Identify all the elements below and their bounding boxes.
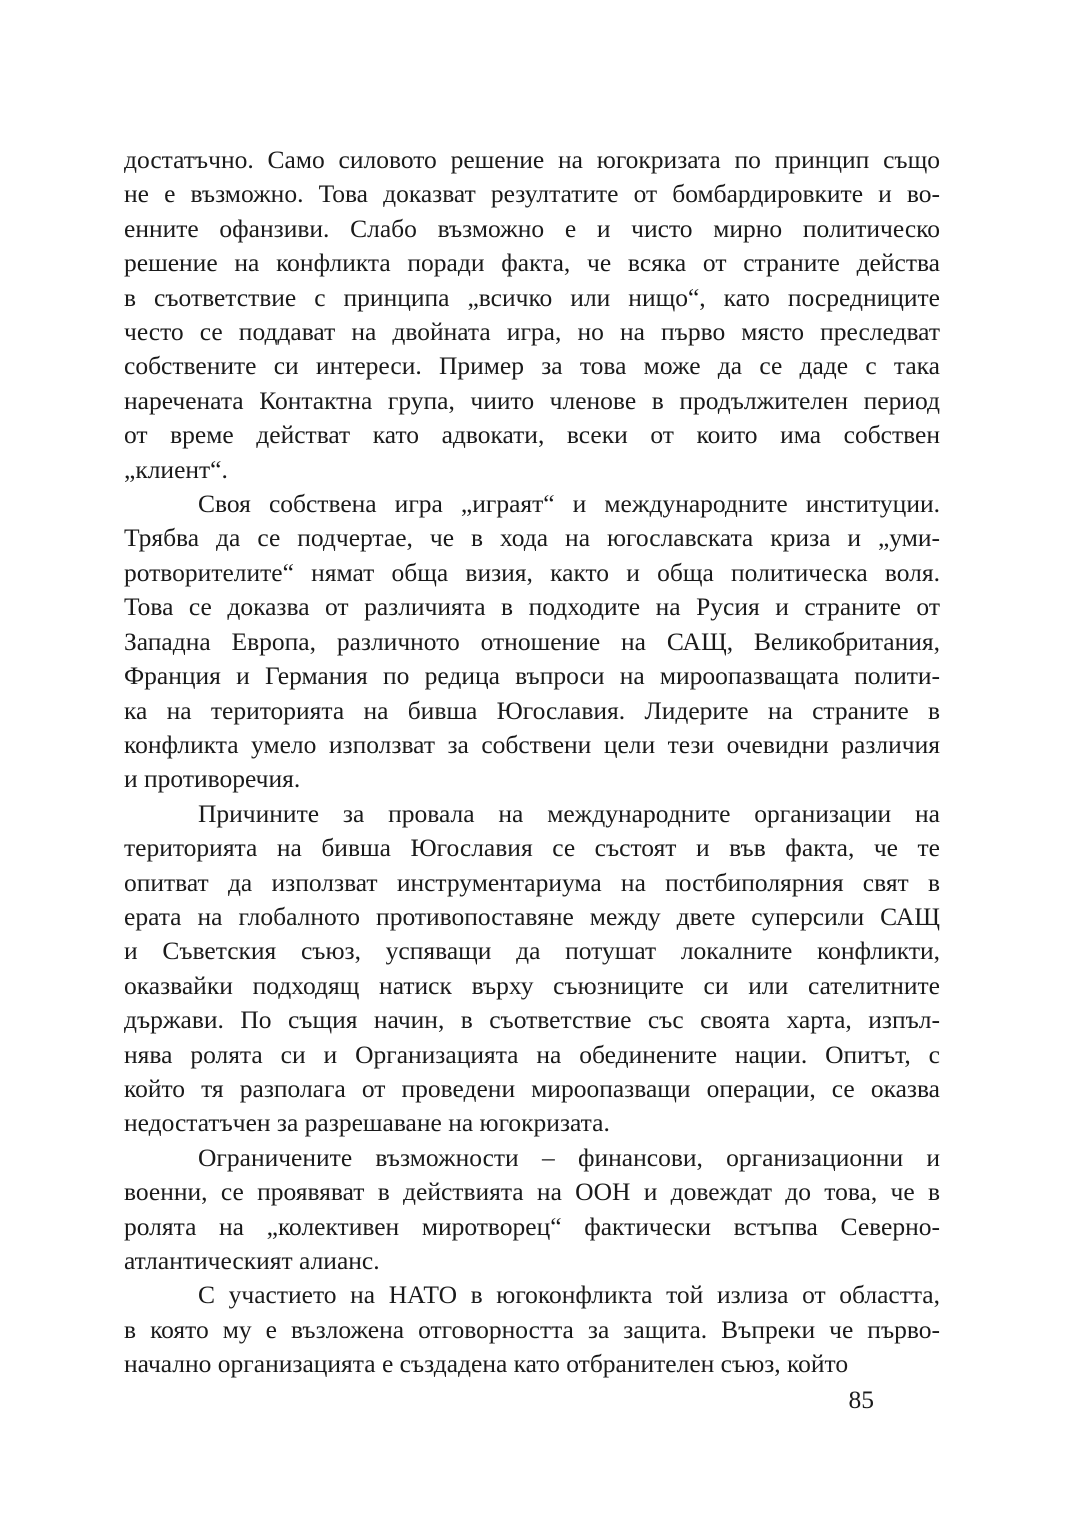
paragraph <box>124 1141 940 1279</box>
paragraph <box>124 797 940 1141</box>
text-line: Ограничените възможности – финансови, организационни и <box>198 1142 940 1172</box>
text-line: нява ролята си и Организацията на обединените нации. Опитът, с <box>124 1039 940 1069</box>
text-line: С участието на НАТО в югоконфликта той излиза от областта, <box>198 1280 940 1310</box>
text-line: оказвайки подходящ натиск върху съюзниците си или сателитните <box>124 970 940 1000</box>
text-line: собствените си интереси. Пример за това може да се даде с така <box>124 351 940 381</box>
text-line: Западна Европа, различното отношение на САЩ, Великобритания, <box>124 626 940 656</box>
text-line: често се поддават на двойната игра, но на първо място преследват <box>124 317 940 347</box>
text-line: достатъчно. Само силовото решение на югокризата по принцип също <box>124 145 940 174</box>
text-line: от време действат като адвокати, всеки от които има собствен <box>124 420 940 450</box>
text-line: атлантическият алианс. <box>124 1246 380 1275</box>
body-text <box>124 143 940 1382</box>
text-line: опитват да използват инструментариума на постбиполярния свят в <box>124 867 940 897</box>
text-line: конфликта умело използват за собствени цели тези очевидни различия <box>124 729 940 759</box>
text-line: военни, се проявяват в действията на ООН и довеждат до това, че в <box>124 1177 940 1207</box>
text-line: Своя собствена игра „играят“ и международните институции. <box>198 489 940 519</box>
text-line: който тя разполага от проведени мироопазващи операции, се оказва <box>124 1073 940 1103</box>
text-line: и противоречия. <box>124 764 301 794</box>
text-line: в която му е възложена отговорността за защита. Въпреки че първо- <box>124 1314 940 1344</box>
text-line: ерата на глобалното противопоставяне между двете суперсили САЩ <box>124 901 940 931</box>
text-line: начално организацията е създадена като отбранителен съюз, който <box>124 1349 849 1379</box>
text-line: решение на конфликта поради факта, че всяка от страните действа <box>124 248 940 278</box>
text-line: ка на територията на бивша Югославия. Лидерите на страните в <box>124 695 940 725</box>
text-line: енните офанзиви. Слабо възможно е и чисто мирно политическо <box>124 213 940 243</box>
text-line: и Съветския съюз, успяващи да потушат локалните конфликти, <box>124 936 940 966</box>
paragraph <box>124 143 940 487</box>
text-line: „клиент“. <box>124 454 228 484</box>
text-line: ролята на „колективен миротворец“ фактически встъпва Северно- <box>124 1211 940 1241</box>
text-line: Трябва да се подчертае, че в хода на югославската криза и „уми- <box>124 523 940 553</box>
text-line: ротворителите“ нямат обща визия, както и обща политическа воля. <box>124 557 940 587</box>
text-line: държави. По същия начин, в съответствие със своята харта, изпъл- <box>124 1005 940 1035</box>
text-line: територията на бивша Югославия се състоят и във факта, че те <box>124 833 940 863</box>
paragraph <box>124 487 940 797</box>
text-line: наречената Контактна група, чиито членове в продължителен период <box>124 385 940 415</box>
text-line: не е възможно. Това доказват резултатите от бомбардировките и во- <box>124 179 940 209</box>
text-line: в съответствие с принципа „всичко или нищо“, като посредниците <box>124 282 940 312</box>
page-number: 85 <box>848 1385 874 1414</box>
text-line: Това се доказва от различията в подходите на Русия и страните от <box>124 592 940 622</box>
paragraph <box>124 1278 940 1381</box>
text-line: Причините за провала на международните организации на <box>198 798 940 828</box>
text-line: недостатъчен за разрешаване на югокризата. <box>124 1108 610 1138</box>
text-line: Франция и Германия по редица въпроси на мироопазващата полити- <box>124 661 940 691</box>
